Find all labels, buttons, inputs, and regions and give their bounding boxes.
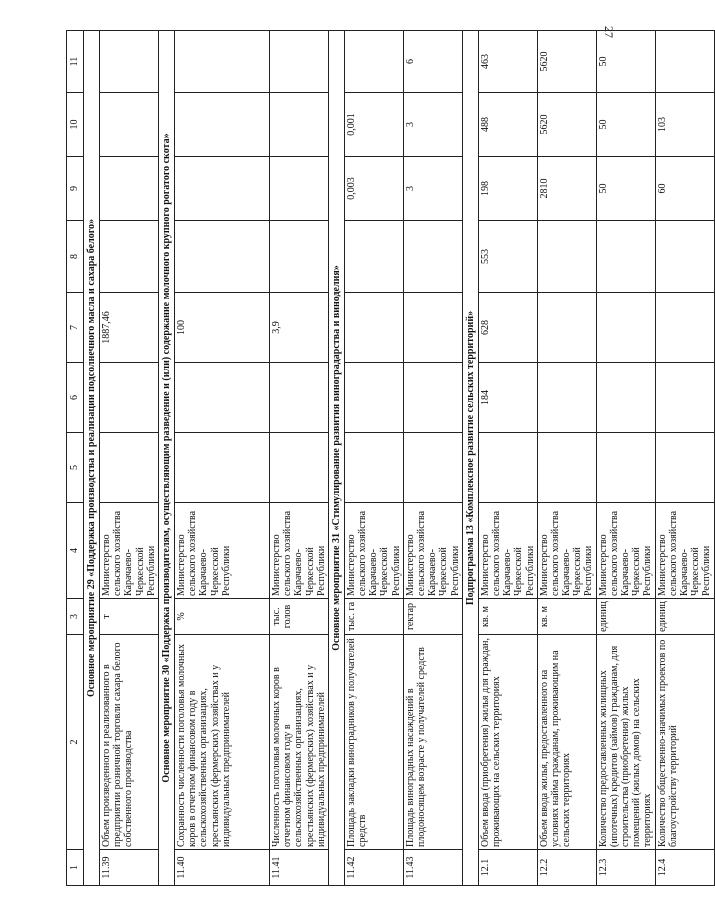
executor-cell: Министерство сельского хозяйства Карачаево-Черкесской Республики — [537, 503, 596, 599]
value-cell-11 — [100, 31, 159, 93]
row-number: 11.40 — [174, 850, 269, 886]
value-cell-9: 3 — [403, 157, 462, 221]
row-number: 11.41 — [269, 850, 328, 886]
value-cell-9 — [100, 157, 159, 221]
value-cell-7: 628 — [478, 293, 537, 363]
value-cell-5 — [596, 433, 655, 503]
section-row — [84, 31, 100, 886]
value-cell-10: 3 — [403, 93, 462, 157]
value-cell-8 — [100, 221, 159, 293]
col-num-11: 11 — [67, 31, 84, 93]
unit-cell: % — [174, 599, 269, 635]
value-cell-7: 1887,46 — [100, 293, 159, 363]
value-cell-5 — [403, 433, 462, 503]
value-cell-6 — [596, 363, 655, 433]
unit-cell: единиц — [655, 599, 714, 635]
value-cell-7 — [344, 293, 403, 363]
value-cell-9: 60 — [655, 157, 714, 221]
value-cell-9: 0,003 — [344, 157, 403, 221]
indicator-name: Объем ввода (приобретения) жилья для граждан, проживающих на сельских территориях — [478, 635, 537, 850]
executor-cell: Министерство сельского хозяйства Карачаево-Черкесской Республики — [100, 503, 159, 599]
value-cell-5 — [655, 433, 714, 503]
value-cell-10: 0,001 — [344, 93, 403, 157]
section-row — [328, 31, 344, 886]
value-cell-5 — [100, 433, 159, 503]
page-number: 27 — [602, 26, 616, 38]
col-num-10: 10 — [67, 93, 84, 157]
rotated-table-sheet — [66, 31, 713, 886]
value-cell-8 — [655, 221, 714, 293]
section-title-31: Основное мероприятие 31 «Стимулирование развития виноградарства и виноделия» — [328, 31, 344, 886]
value-cell-7: 100 — [174, 293, 269, 363]
value-cell-11 — [344, 31, 403, 93]
value-cell-6 — [174, 363, 269, 433]
value-cell-6 — [403, 363, 462, 433]
indicators-table — [66, 30, 715, 886]
value-cell-9 — [269, 157, 328, 221]
value-cell-6 — [537, 363, 596, 433]
value-cell-11 — [269, 31, 328, 93]
row-number: 12.4 — [655, 850, 714, 886]
table-row — [596, 31, 655, 886]
value-cell-8 — [403, 221, 462, 293]
unit-cell: единиц — [596, 599, 655, 635]
value-cell-5 — [478, 433, 537, 503]
section-row — [158, 31, 174, 886]
executor-cell: Министерство сельского хозяйства Карачаево-Черкесской Республики — [655, 503, 714, 599]
col-num-2: 2 — [67, 635, 84, 850]
row-number: 11.42 — [344, 850, 403, 886]
executor-cell: Министерство сельского хозяйства Карачаево-Черкесской Республики — [596, 503, 655, 599]
value-cell-6 — [655, 363, 714, 433]
table-row — [478, 31, 537, 886]
indicator-name: Сохранность численности поголовья молочных коров в отчетном финансовом году в сельскохозяйственных организациях, крестьянских (фермерских) хозяйствах и у индивидуальных предпринимателей — [174, 635, 269, 850]
value-cell-5 — [269, 433, 328, 503]
unit-cell: гектар — [403, 599, 462, 635]
section-title-30: Основное мероприятие 30 «Поддержка производителям, осуществляющим разведение и (или) содержание молочного крупного рогатого скота» — [158, 31, 174, 886]
column-number-row — [67, 31, 84, 886]
indicator-name: Площадь закладки виноградников у получателей средств — [344, 635, 403, 850]
col-num-8: 8 — [67, 221, 84, 293]
indicator-name: Объем произведенного и реализованного в предприятии розничной торговли сахара белого собственного производства — [100, 635, 159, 850]
value-cell-7 — [596, 293, 655, 363]
value-cell-8: 553 — [478, 221, 537, 293]
col-num-7: 7 — [67, 293, 84, 363]
executor-cell: Министерство сельского хозяйства Карачаево-Черкесской Республики — [174, 503, 269, 599]
value-cell-11: 50 — [596, 31, 655, 93]
row-number: 11.43 — [403, 850, 462, 886]
value-cell-10: 103 — [655, 93, 714, 157]
value-cell-7: 3,9 — [269, 293, 328, 363]
col-num-4: 4 — [67, 503, 84, 599]
row-number: 12.2 — [537, 850, 596, 886]
table-row — [344, 31, 403, 886]
value-cell-8 — [269, 221, 328, 293]
value-cell-8 — [344, 221, 403, 293]
row-number: 12.1 — [478, 850, 537, 886]
value-cell-11: 5620 — [537, 31, 596, 93]
value-cell-6 — [269, 363, 328, 433]
value-cell-10 — [100, 93, 159, 157]
indicator-name: Количество общественно-значимых проектов по благоустройству территорий — [655, 635, 714, 850]
value-cell-8 — [596, 221, 655, 293]
indicator-name: Площадь виноградных насаждений в плодоносящем возрасте у получателей средств — [403, 635, 462, 850]
table-row — [100, 31, 159, 886]
col-num-5: 5 — [67, 433, 84, 503]
executor-cell: Министерство сельского хозяйства Карачаево-Черкесской Республики — [478, 503, 537, 599]
executor-cell: Министерство сельского хозяйства Карачаево-Черкесской Республики — [403, 503, 462, 599]
unit-cell: т — [100, 599, 159, 635]
subprogram-title-13: Подпрограмма 13 «Комплексное развитие сельских территорий» — [462, 31, 478, 886]
value-cell-10: 50 — [596, 93, 655, 157]
section-row — [462, 31, 478, 886]
unit-cell: кв. м — [478, 599, 537, 635]
table-row — [655, 31, 714, 886]
value-cell-11: 463 — [478, 31, 537, 93]
indicator-name: Численность поголовья молочных коров в отчетном финансовом году в сельскохозяйственных организациях, крестьянских (фермерских) хозяйствах и у индивидуальных предпринимателей — [269, 635, 328, 850]
col-num-1: 1 — [67, 850, 84, 886]
value-cell-11 — [174, 31, 269, 93]
value-cell-5 — [537, 433, 596, 503]
value-cell-9: 198 — [478, 157, 537, 221]
row-number: 12.3 — [596, 850, 655, 886]
value-cell-8 — [174, 221, 269, 293]
value-cell-9 — [174, 157, 269, 221]
col-num-9: 9 — [67, 157, 84, 221]
value-cell-7 — [537, 293, 596, 363]
value-cell-9: 2810 — [537, 157, 596, 221]
value-cell-6 — [344, 363, 403, 433]
row-number: 11.39 — [100, 850, 159, 886]
col-num-6: 6 — [67, 363, 84, 433]
executor-cell: Министерство сельского хозяйства Карачаево-Черкесской Республики — [344, 503, 403, 599]
value-cell-5 — [344, 433, 403, 503]
table-row — [269, 31, 328, 886]
table-row — [174, 31, 269, 886]
value-cell-10: 488 — [478, 93, 537, 157]
value-cell-9: 50 — [596, 157, 655, 221]
unit-cell: тыс. голов — [269, 599, 328, 635]
value-cell-11 — [655, 31, 714, 93]
indicator-name: Объем ввода жилья, предоставленного на условиях найма гражданам, проживающим на сельских территориях — [537, 635, 596, 850]
value-cell-5 — [174, 433, 269, 503]
table-row — [403, 31, 462, 886]
table-row — [537, 31, 596, 886]
value-cell-10 — [269, 93, 328, 157]
col-num-3: 3 — [67, 599, 84, 635]
unit-cell: тыс. га — [344, 599, 403, 635]
value-cell-10: 5620 — [537, 93, 596, 157]
indicator-name: Количество предоставленных жилищных (ипотечных) кредитов (займов) гражданам, для строительства (приобретения) жилых помещений (жилых домов) на сельских территориях — [596, 635, 655, 850]
section-title-29: Основное мероприятие 29 «Поддержка производства и реализации подсолнечного масла и сахара белого» — [84, 31, 100, 886]
value-cell-7 — [655, 293, 714, 363]
value-cell-10 — [174, 93, 269, 157]
value-cell-6 — [100, 363, 159, 433]
value-cell-8 — [537, 221, 596, 293]
unit-cell: кв. м — [537, 599, 596, 635]
value-cell-7 — [403, 293, 462, 363]
value-cell-11: 6 — [403, 31, 462, 93]
value-cell-6: 184 — [478, 363, 537, 433]
executor-cell: Министерство сельского хозяйства Карачаево-Черкесской Республики — [269, 503, 328, 599]
